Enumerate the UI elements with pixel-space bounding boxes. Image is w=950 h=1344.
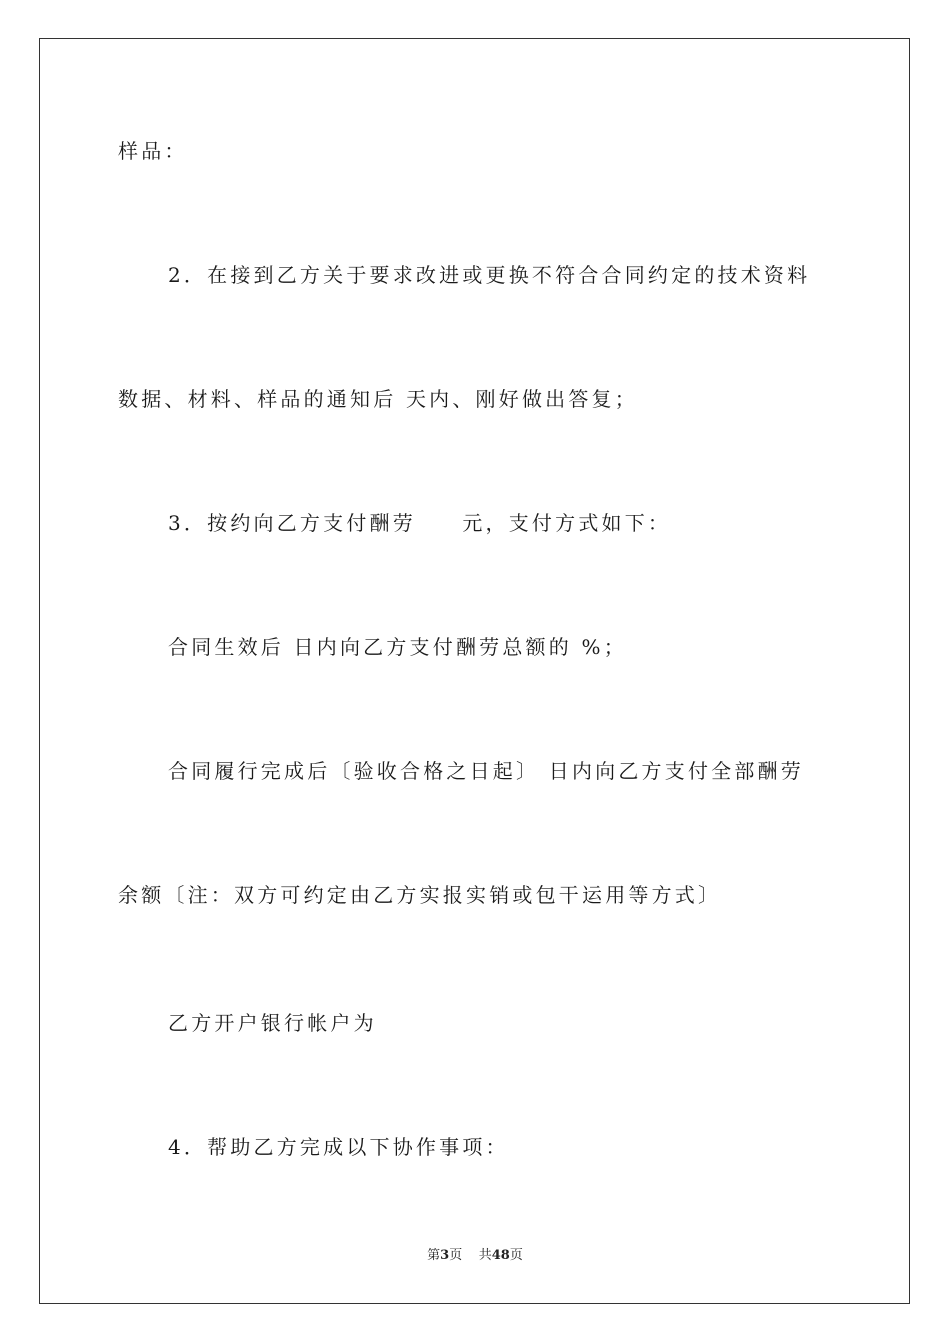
text-line-clause-2-part-2: 数据、材料、样品的通知后 天内、刚好做出答复； [118,387,638,411]
total-prefix: 共 [478,1248,492,1263]
total-pages: 48 [491,1248,510,1263]
text-line-clause-3: 3．按约向乙方支付酬劳 元，支付方式如下： [168,511,672,535]
page-border [39,38,910,1304]
text-line-payment-on-completion-part-1: 合同履行完成后〔验收合格之日起〕 日内向乙方支付全部酬劳 [168,759,804,783]
total-suffix: 页 [509,1248,523,1263]
page-suffix: 页 [449,1248,463,1263]
page-footer [0,1247,950,1265]
text-line-bank-account: 乙方开户银行帐户为 [168,1011,377,1035]
text-line-clause-4: 4．帮助乙方完成以下协作事项： [168,1135,509,1159]
text-line-payment-on-effect: 合同生效后 日内向乙方支付酬劳总额的 %； [168,635,627,659]
page-prefix: 第 [427,1248,441,1263]
text-line-payment-on-completion-part-2: 余额〔注：双方可约定由乙方实报实销或包干运用等方式〕 [118,883,722,907]
text-line-samples: 样品： [118,139,188,163]
page-number: 3 [440,1248,450,1263]
text-line-clause-2-part-1: 2．在接到乙方关于要求改进或更换不符合合同约定的技术资料 [168,263,811,287]
